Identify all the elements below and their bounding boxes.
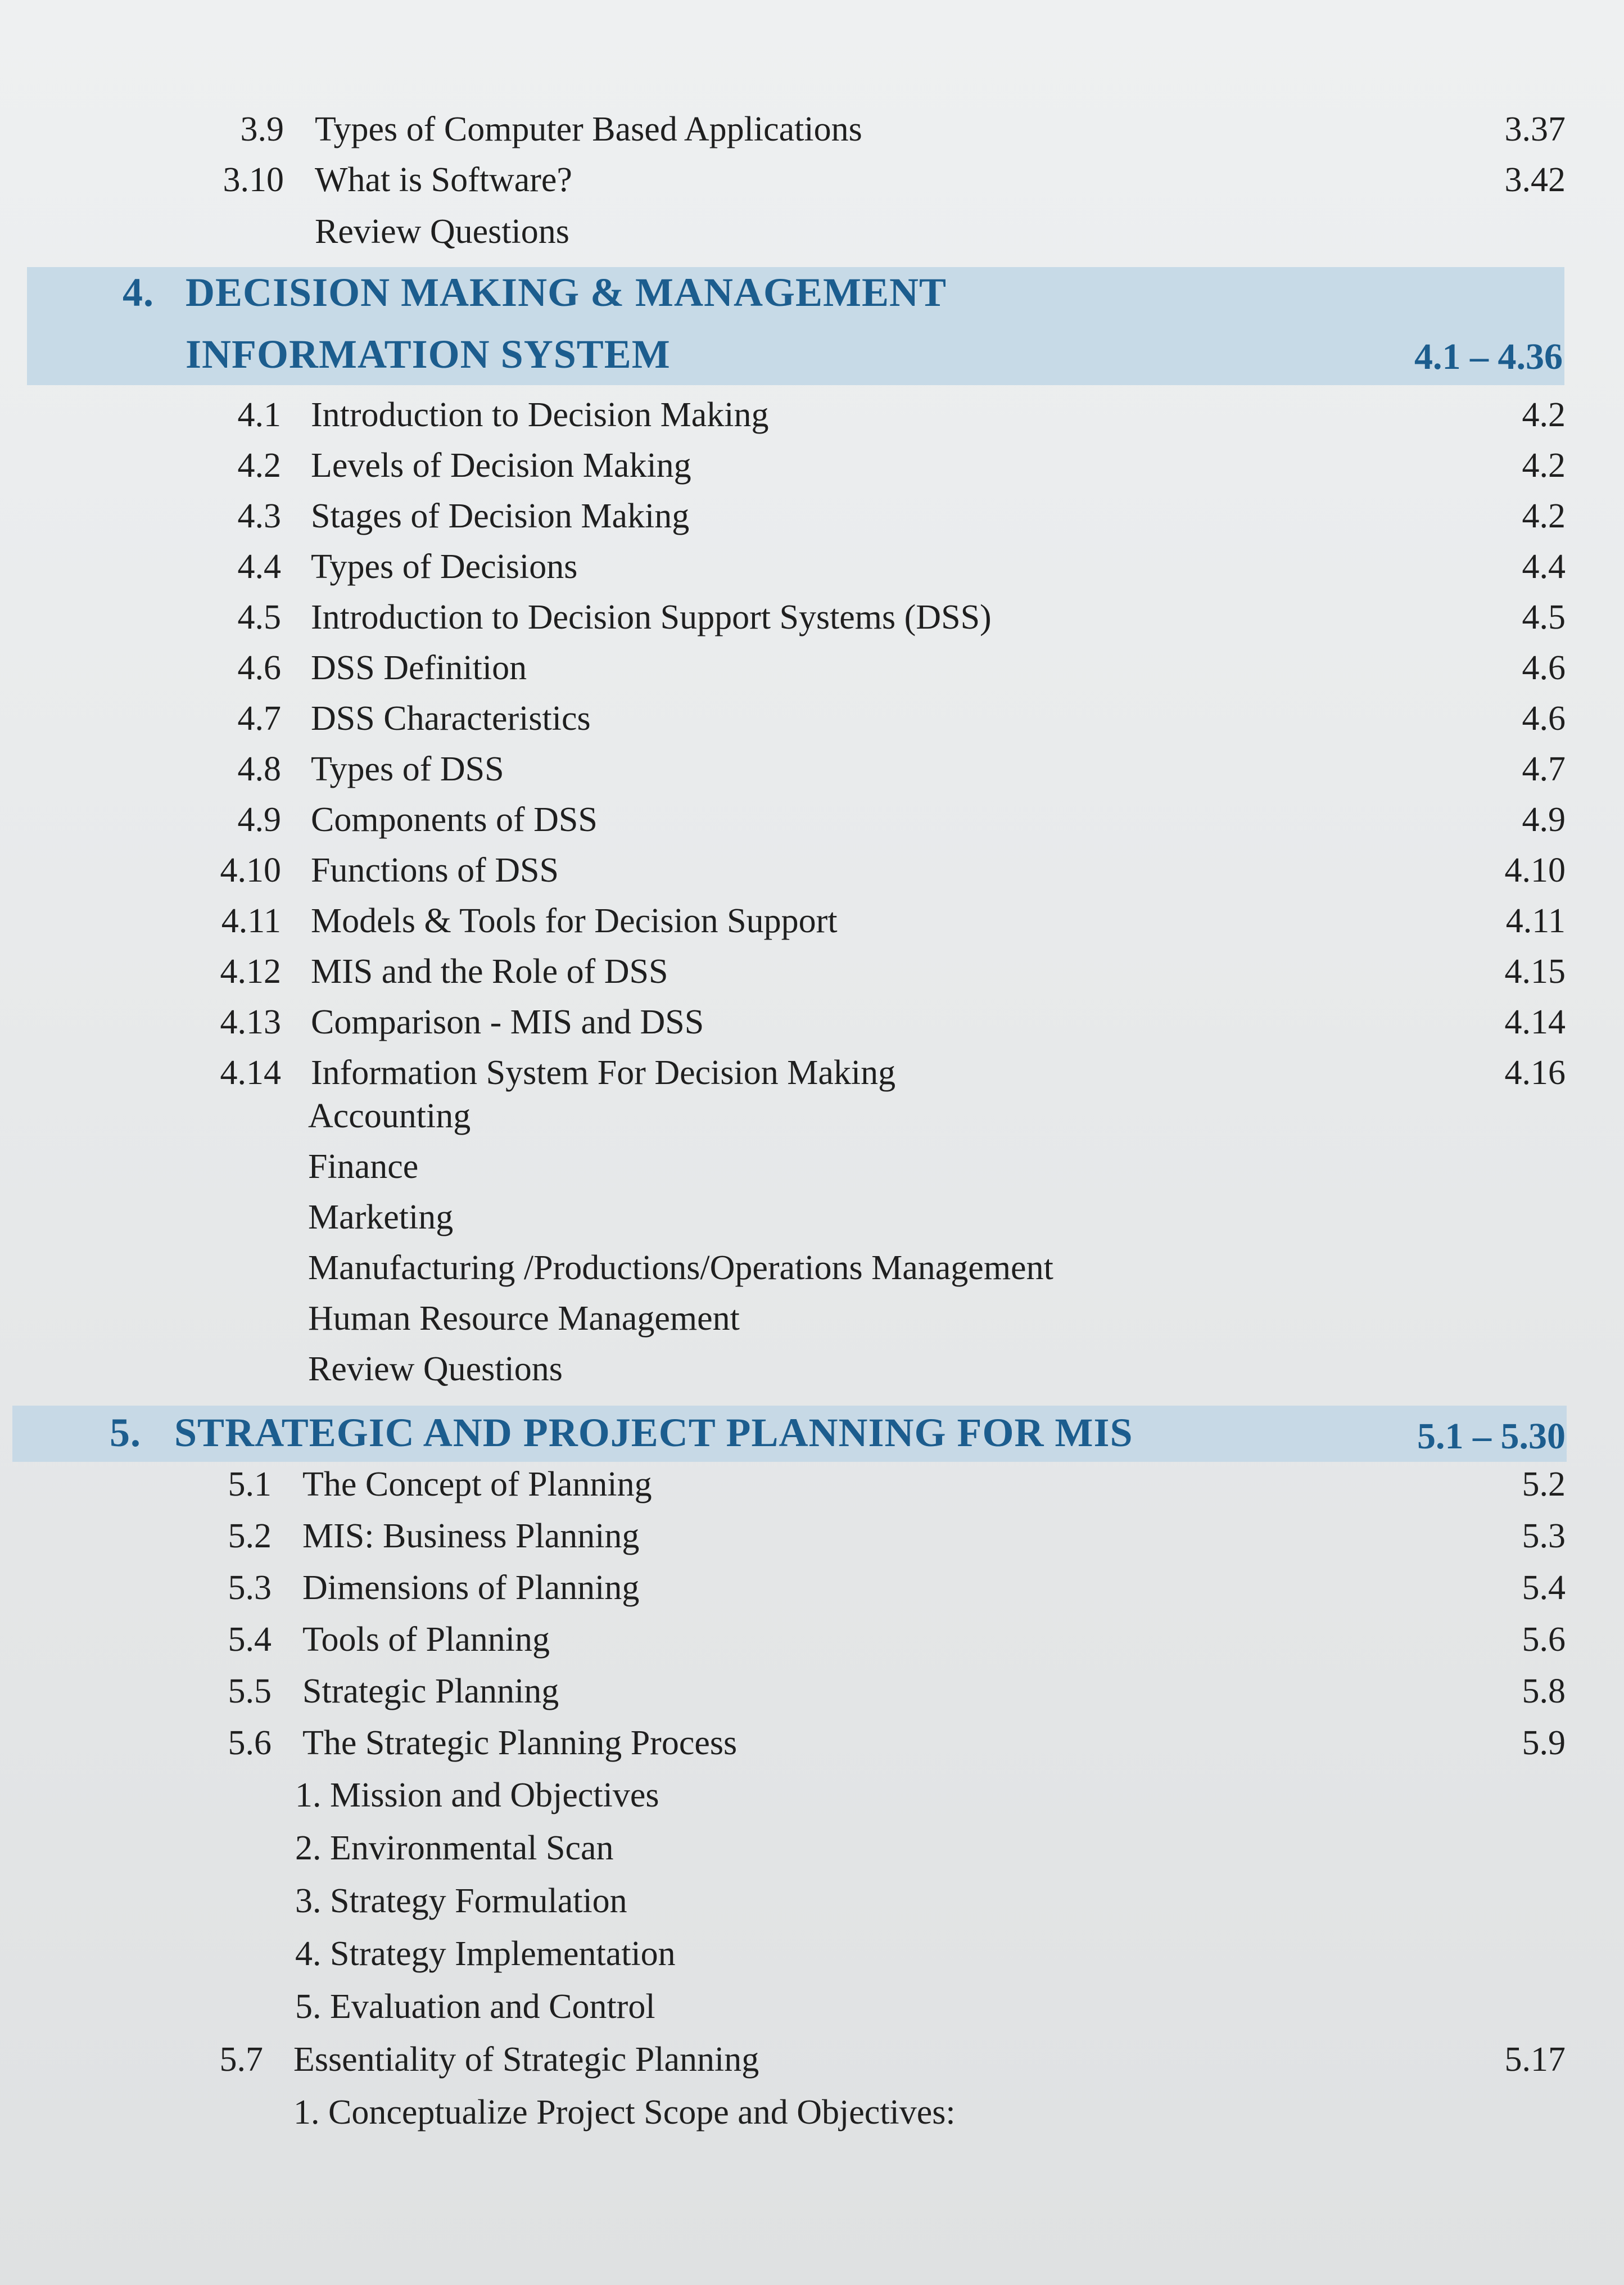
subitem-title: Human Resource Management — [308, 1299, 740, 1338]
entry-number: 4.14 — [220, 1054, 281, 1092]
entry-title: Strategic Planning — [302, 1672, 559, 1710]
entry-number: 4.6 — [237, 649, 281, 687]
entry-page: 4.7 — [1522, 750, 1566, 788]
entry-title: Information System For Decision Making — [311, 1054, 896, 1092]
step-title: 4. Strategy Implementation — [295, 1935, 676, 1973]
entry-page: 5.4 — [1522, 1569, 1566, 1607]
entry-page: 4.9 — [1522, 801, 1566, 839]
step-title: 1. Mission and Objectives — [295, 1776, 659, 1814]
entry-title: DSS Definition — [311, 649, 527, 687]
chapter-5-number: 5. — [110, 1410, 141, 1455]
entry-number: 5.7 — [219, 2040, 263, 2079]
entry-page: 4.5 — [1522, 598, 1566, 636]
entry-number: 4.3 — [237, 497, 281, 535]
entry-title: Types of Decisions — [311, 548, 578, 586]
entry-page: 5.8 — [1522, 1672, 1566, 1710]
entry-number: 4.2 — [237, 446, 281, 485]
entry-title: DSS Characteristics — [311, 699, 591, 738]
chapter-5-title: STRATEGIC AND PROJECT PLANNING FOR MIS — [174, 1410, 1133, 1455]
entry-page: 4.14 — [1504, 1003, 1566, 1041]
entry-page: 5.17 — [1504, 2040, 1566, 2079]
entry-page: 4.16 — [1504, 1054, 1566, 1092]
entry-page: 4.2 — [1522, 396, 1566, 434]
entry-number: 3.10 — [223, 161, 284, 199]
entry-page: 5.3 — [1522, 1517, 1566, 1555]
entry-number: 4.8 — [237, 750, 281, 788]
chapter-4-title-line2: INFORMATION SYSTEM — [186, 332, 671, 377]
entry-number: 4.4 — [237, 548, 281, 586]
subitem-title: Accounting — [308, 1097, 471, 1135]
chapter-4-title-line1: DECISION MAKING & MANAGEMENT — [186, 270, 947, 315]
subitem-title: Manufacturing /Productions/Operations Management — [308, 1249, 1053, 1287]
entry-page: 4.10 — [1504, 851, 1566, 889]
entry-title: Introduction to Decision Making — [311, 396, 769, 434]
step-title: 3. Strategy Formulation — [295, 1882, 627, 1920]
entry-page: 4.2 — [1522, 497, 1566, 535]
chapter-5-pages: 5.1 – 5.30 — [1417, 1416, 1566, 1457]
subitem-title: Finance — [308, 1148, 419, 1186]
entry-page: 4.15 — [1504, 952, 1566, 991]
entry-title: MIS: Business Planning — [302, 1517, 640, 1555]
entry-page: 4.2 — [1522, 446, 1566, 485]
entry-number: 5.5 — [228, 1672, 272, 1710]
entry-number: 4.10 — [220, 851, 281, 889]
entry-page: 5.9 — [1522, 1724, 1566, 1762]
entry-page: 5.6 — [1522, 1620, 1566, 1659]
entry-title: Functions of DSS — [311, 851, 559, 889]
entry-number: 4.7 — [237, 699, 281, 738]
entry-number: 5.4 — [228, 1620, 272, 1659]
entry-title: Types of Computer Based Applications — [315, 110, 862, 148]
entry-title: Levels of Decision Making — [311, 446, 691, 485]
entry-page: 4.6 — [1522, 699, 1566, 738]
entry-title: Components of DSS — [311, 801, 598, 839]
entry-title: Review Questions — [315, 213, 569, 251]
subitem-title: Marketing — [308, 1198, 454, 1236]
entry-number: 4.11 — [221, 902, 281, 940]
entry-title: Comparison - MIS and DSS — [311, 1003, 704, 1041]
entry-number: 4.12 — [220, 952, 281, 991]
entry-title: Essentiality of Strategic Planning — [293, 2040, 759, 2079]
entry-title: The Concept of Planning — [302, 1465, 652, 1503]
entry-number: 4.13 — [220, 1003, 281, 1041]
entry-number: 5.1 — [228, 1465, 272, 1503]
step-title: 2. Environmental Scan — [295, 1829, 614, 1867]
subitem-title: Review Questions — [308, 1350, 563, 1388]
entry-page: 5.2 — [1522, 1465, 1566, 1503]
entry-title: MIS and the Role of DSS — [311, 952, 668, 991]
step-title: 5. Evaluation and Control — [295, 1988, 655, 2026]
chapter-4-number: 4. — [123, 270, 154, 315]
entry-page: 4.6 — [1522, 649, 1566, 687]
entry-page: 4.11 — [1505, 902, 1566, 940]
entry-number: 4.9 — [237, 801, 281, 839]
chapter-4-pages: 4.1 – 4.36 — [1414, 336, 1563, 377]
entry-title: Stages of Decision Making — [311, 497, 690, 535]
entry-number: 5.6 — [228, 1724, 272, 1762]
entry-number: 3.9 — [240, 110, 284, 148]
entry-title: Tools of Planning — [302, 1620, 550, 1659]
entry-title: Introduction to Decision Support Systems (DSS) — [311, 598, 992, 636]
entry-title: The Strategic Planning Process — [302, 1724, 738, 1762]
entry-page: 3.37 — [1504, 110, 1566, 148]
entry-number: 4.5 — [237, 598, 281, 636]
entry-title: Models & Tools for Decision Support — [311, 902, 838, 940]
entry-title: Dimensions of Planning — [302, 1569, 640, 1607]
entry-number: 5.3 — [228, 1569, 272, 1607]
entry-number: 5.2 — [228, 1517, 272, 1555]
entry-page: 3.42 — [1504, 161, 1566, 199]
entry-title: Types of DSS — [311, 750, 504, 788]
step-title: 1. Conceptualize Project Scope and Objectives: — [293, 2093, 956, 2132]
entry-number: 4.1 — [237, 396, 281, 434]
entry-title: What is Software? — [315, 161, 572, 199]
entry-page: 4.4 — [1522, 548, 1566, 586]
